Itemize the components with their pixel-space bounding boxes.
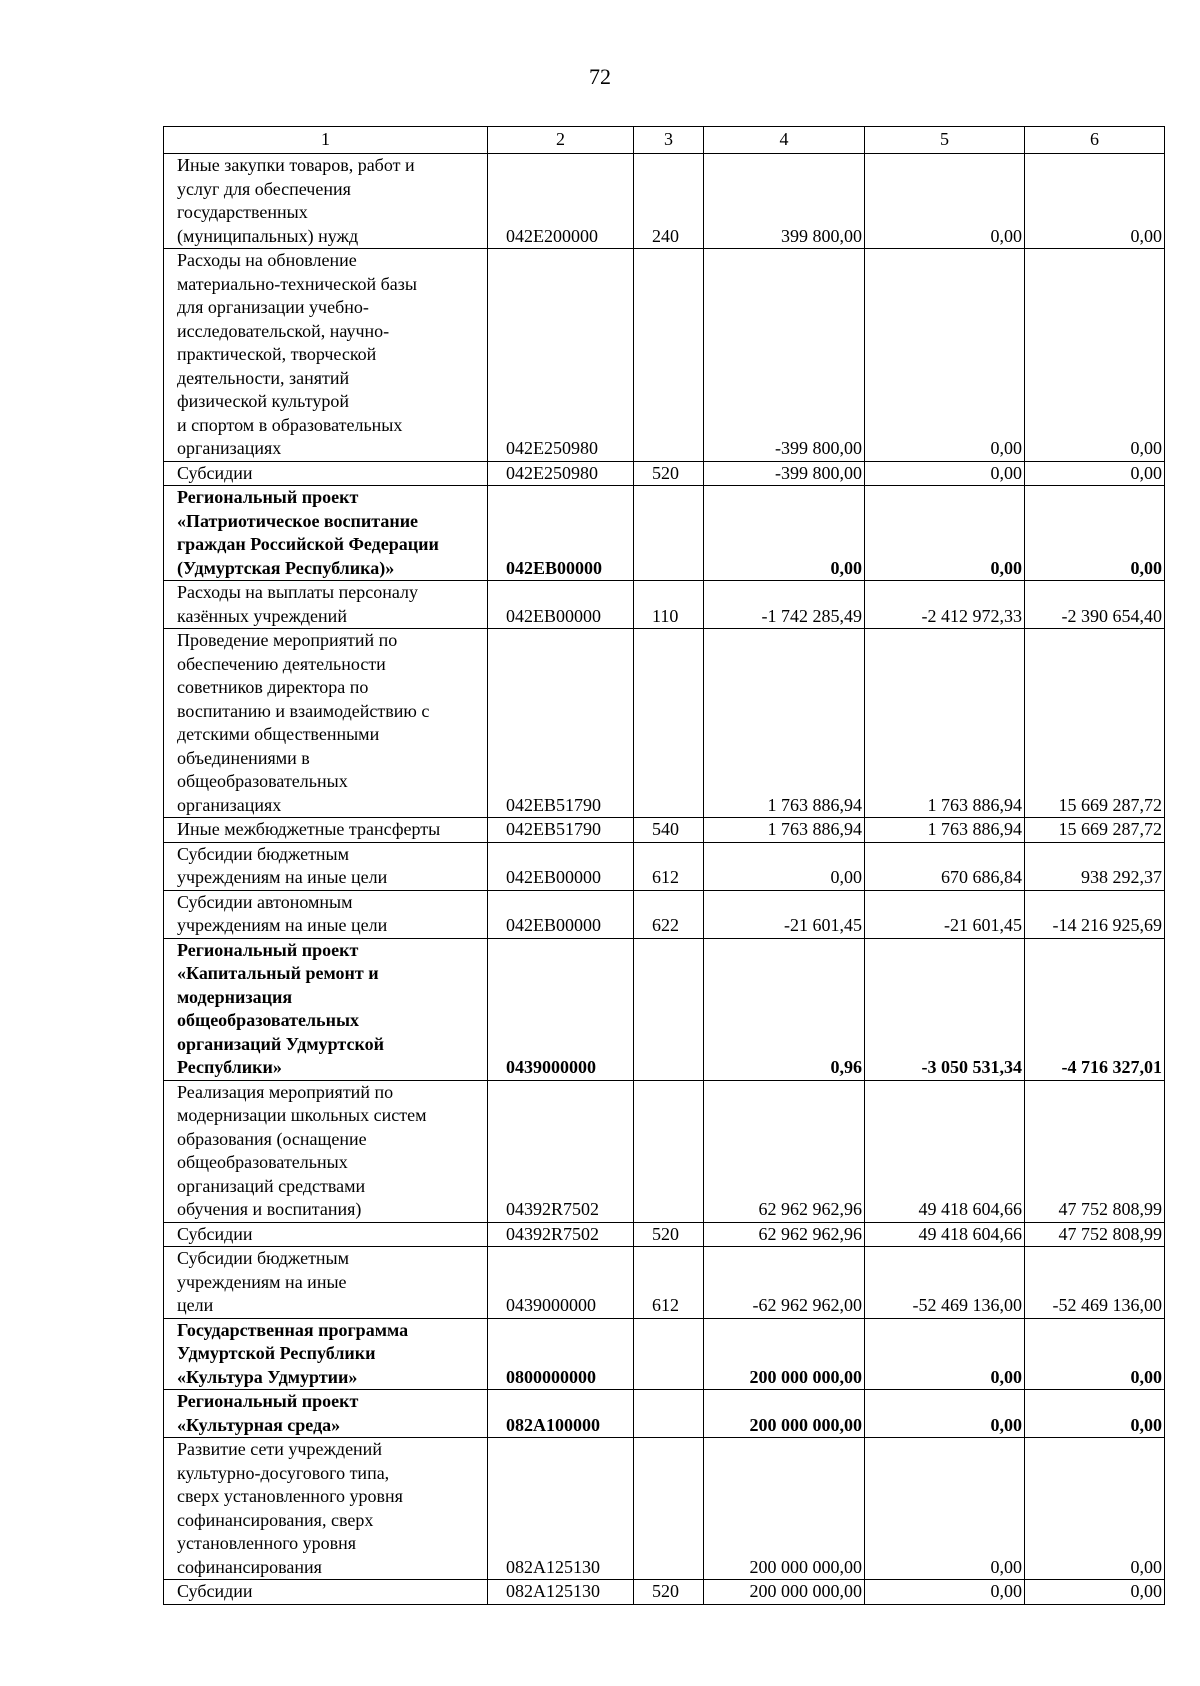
table-body	[164, 127, 1165, 1605]
table-row	[164, 1580, 1165, 1605]
row-value-col4-cell: 200 000 000,00	[704, 1318, 865, 1390]
row-value-col6-cell: 0,00	[1025, 249, 1165, 462]
row-name-cell: Иные закупки товаров, работ и услуг для обеспечения государственных (муниципальных) нужд	[164, 154, 488, 249]
row-value-col6-cell: 0,00	[1025, 1438, 1165, 1580]
table-row	[164, 486, 1165, 581]
table-row	[164, 461, 1165, 486]
row-value-col6-cell: 0,00	[1025, 1318, 1165, 1390]
row-code-cell: 042EB00000	[488, 890, 634, 938]
row-expense-type-cell: 612	[634, 1247, 704, 1319]
row-expense-type-cell	[634, 1080, 704, 1222]
row-code-cell: 042EB51790	[488, 818, 634, 843]
row-value-col6-cell: 938 292,37	[1025, 842, 1165, 890]
row-code-cell: 082A100000	[488, 1390, 634, 1438]
row-code-cell: 0439000000	[488, 1247, 634, 1319]
row-value-col4-cell: 1 763 886,94	[704, 629, 865, 818]
row-expense-type-cell: 520	[634, 461, 704, 486]
row-value-col4-cell: 0,00	[704, 486, 865, 581]
row-code-cell: 042E200000	[488, 154, 634, 249]
row-name-cell: Субсидии	[164, 1580, 488, 1605]
table-row	[164, 1318, 1165, 1390]
row-value-col4-cell: 200 000 000,00	[704, 1580, 865, 1605]
row-code-cell: 04392R7502	[488, 1080, 634, 1222]
header-col-2: 2	[488, 127, 634, 154]
row-value-col4-cell: 1 763 886,94	[704, 818, 865, 843]
row-code-cell: 082A125130	[488, 1438, 634, 1580]
row-code-cell: 0800000000	[488, 1318, 634, 1390]
row-value-col4-cell: 200 000 000,00	[704, 1390, 865, 1438]
row-value-col4-cell: 0,96	[704, 938, 865, 1080]
row-value-col4-cell: 62 962 962,96	[704, 1080, 865, 1222]
row-expense-type-cell: 612	[634, 842, 704, 890]
row-value-col5-cell: 0,00	[865, 154, 1025, 249]
row-expense-type-cell: 540	[634, 818, 704, 843]
row-name-cell: Реализация мероприятий по модернизации школьных систем образования (оснащение общеобразовательных организаций средствами обучения и воспитания)	[164, 1080, 488, 1222]
row-name-cell: Субсидии автономным учреждениям на иные цели	[164, 890, 488, 938]
row-value-col6-cell: -52 469 136,00	[1025, 1247, 1165, 1319]
table-row	[164, 1390, 1165, 1438]
row-value-col4-cell: 200 000 000,00	[704, 1438, 865, 1580]
row-value-col4-cell: -21 601,45	[704, 890, 865, 938]
row-value-col5-cell: 0,00	[865, 461, 1025, 486]
row-expense-type-cell	[634, 1390, 704, 1438]
table-row	[164, 890, 1165, 938]
row-name-cell: Проведение мероприятий по обеспечению деятельности советников директора по воспитанию и взаимодействию с детскими общественными объединениями в общеобразовательных организациях	[164, 629, 488, 818]
row-expense-type-cell: 240	[634, 154, 704, 249]
row-value-col5-cell: 670 686,84	[865, 842, 1025, 890]
row-value-col5-cell: 0,00	[865, 1390, 1025, 1438]
row-value-col5-cell: -3 050 531,34	[865, 938, 1025, 1080]
row-value-col6-cell: 15 669 287,72	[1025, 818, 1165, 843]
table-row	[164, 938, 1165, 1080]
row-value-col6-cell: 15 669 287,72	[1025, 629, 1165, 818]
table-row	[164, 249, 1165, 462]
row-expense-type-cell	[634, 249, 704, 462]
table-row	[164, 154, 1165, 249]
row-value-col6-cell: 0,00	[1025, 461, 1165, 486]
table-header-row	[164, 127, 1165, 154]
row-name-cell: Расходы на выплаты персоналу казённых учреждений	[164, 581, 488, 629]
row-value-col5-cell: 0,00	[865, 1580, 1025, 1605]
row-name-cell: Государственная программа Удмуртской Республики «Культура Удмуртии»	[164, 1318, 488, 1390]
row-name-cell: Региональный проект «Капитальный ремонт и модернизация общеобразовательных организаций Удмуртской Республики»	[164, 938, 488, 1080]
row-code-cell: 042EB00000	[488, 581, 634, 629]
row-code-cell: 082A125130	[488, 1580, 634, 1605]
row-expense-type-cell: 110	[634, 581, 704, 629]
row-expense-type-cell: 520	[634, 1222, 704, 1247]
row-value-col6-cell: 47 752 808,99	[1025, 1222, 1165, 1247]
table-row	[164, 629, 1165, 818]
row-value-col4-cell: 399 800,00	[704, 154, 865, 249]
row-value-col6-cell: -4 716 327,01	[1025, 938, 1165, 1080]
row-value-col4-cell: -399 800,00	[704, 249, 865, 462]
budget-table	[163, 126, 1165, 1605]
row-value-col4-cell: 0,00	[704, 842, 865, 890]
table-row	[164, 842, 1165, 890]
row-value-col5-cell: 0,00	[865, 249, 1025, 462]
row-code-cell: 042E250980	[488, 461, 634, 486]
row-expense-type-cell	[634, 629, 704, 818]
table-row	[164, 1438, 1165, 1580]
row-value-col6-cell: 47 752 808,99	[1025, 1080, 1165, 1222]
row-value-col5-cell: 49 418 604,66	[865, 1222, 1025, 1247]
row-code-cell: 042EB00000	[488, 842, 634, 890]
row-value-col4-cell: 62 962 962,96	[704, 1222, 865, 1247]
row-value-col4-cell: -62 962 962,00	[704, 1247, 865, 1319]
header-col-5: 5	[865, 127, 1025, 154]
row-value-col5-cell: 0,00	[865, 486, 1025, 581]
row-value-col5-cell: 49 418 604,66	[865, 1080, 1025, 1222]
page-number: 72	[589, 64, 611, 89]
table-row	[164, 581, 1165, 629]
table-row	[164, 1080, 1165, 1222]
row-name-cell: Иные межбюджетные трансферты	[164, 818, 488, 843]
row-name-cell: Региональный проект «Патриотическое воспитание граждан Российской Федерации (Удмуртская Республика)»	[164, 486, 488, 581]
table-row	[164, 1247, 1165, 1319]
row-name-cell: Развитие сети учреждений культурно-досугового типа, сверх установленного уровня софинансирования, сверх установленного уровня софинансирования	[164, 1438, 488, 1580]
row-expense-type-cell	[634, 1438, 704, 1580]
header-col-3: 3	[634, 127, 704, 154]
row-value-col4-cell: -1 742 285,49	[704, 581, 865, 629]
row-value-col6-cell: -14 216 925,69	[1025, 890, 1165, 938]
row-name-cell: Субсидии	[164, 1222, 488, 1247]
row-value-col6-cell: 0,00	[1025, 1580, 1165, 1605]
row-value-col5-cell: 0,00	[865, 1438, 1025, 1580]
table-row	[164, 1222, 1165, 1247]
header-col-6: 6	[1025, 127, 1165, 154]
row-expense-type-cell: 520	[634, 1580, 704, 1605]
row-value-col6-cell: 0,00	[1025, 1390, 1165, 1438]
row-expense-type-cell	[634, 1318, 704, 1390]
row-value-col6-cell: 0,00	[1025, 154, 1165, 249]
row-value-col5-cell: 1 763 886,94	[865, 818, 1025, 843]
table-row	[164, 818, 1165, 843]
row-name-cell: Субсидии бюджетным учреждениям на иные цели	[164, 842, 488, 890]
row-expense-type-cell	[634, 486, 704, 581]
row-value-col5-cell: -21 601,45	[865, 890, 1025, 938]
row-value-col5-cell: -52 469 136,00	[865, 1247, 1025, 1319]
row-value-col4-cell: -399 800,00	[704, 461, 865, 486]
row-name-cell: Расходы на обновление материально-технической базы для организации учебно- исследовательской, научно- практической, творческой деятельности, занятий физической культурой и спортом в образовательных организациях	[164, 249, 488, 462]
row-name-cell: Региональный проект «Культурная среда»	[164, 1390, 488, 1438]
row-name-cell: Субсидии	[164, 461, 488, 486]
row-code-cell: 04392R7502	[488, 1222, 634, 1247]
row-code-cell: 0439000000	[488, 938, 634, 1080]
row-expense-type-cell: 622	[634, 890, 704, 938]
header-col-1: 1	[164, 127, 488, 154]
row-value-col5-cell: -2 412 972,33	[865, 581, 1025, 629]
row-value-col6-cell: 0,00	[1025, 486, 1165, 581]
row-name-cell: Субсидии бюджетным учреждениям на иные цели	[164, 1247, 488, 1319]
header-col-4: 4	[704, 127, 865, 154]
row-expense-type-cell	[634, 938, 704, 1080]
row-code-cell: 042EB51790	[488, 629, 634, 818]
row-code-cell: 042E250980	[488, 249, 634, 462]
row-code-cell: 042EB00000	[488, 486, 634, 581]
row-value-col5-cell: 0,00	[865, 1318, 1025, 1390]
row-value-col6-cell: -2 390 654,40	[1025, 581, 1165, 629]
row-value-col5-cell: 1 763 886,94	[865, 629, 1025, 818]
